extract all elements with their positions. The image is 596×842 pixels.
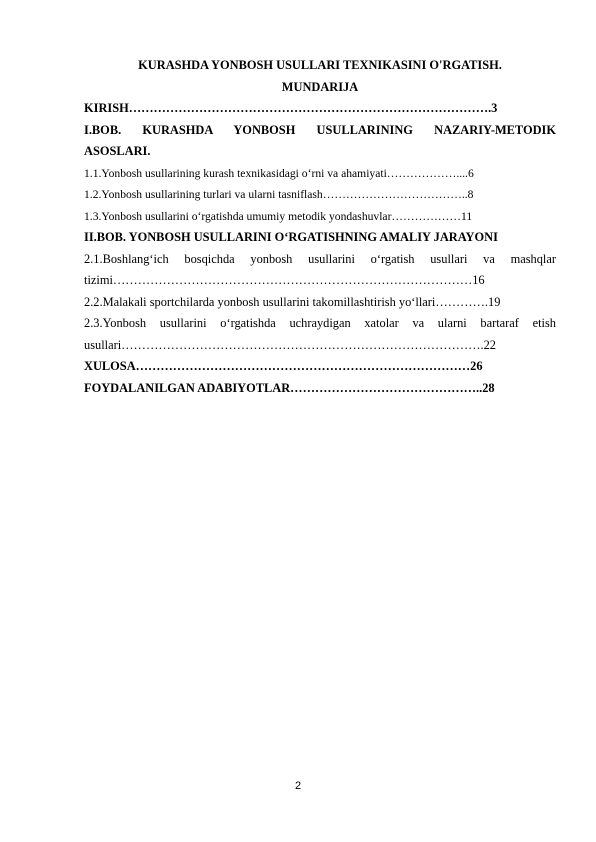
toc-entry-1-2: 1.2.Yonbosh usullarining turlari va ularni tasniflash………………………………..8: [84, 188, 474, 201]
toc-entry-2-1: 2.1.Boshlang‘ich bosqichda yonbosh usullarini o‘rgatish usullari va mashqlar: [84, 251, 556, 266]
table-of-contents: [84, 98, 556, 399]
toc-heading: MUNDARIJA: [281, 80, 359, 94]
toc-entry-1-3: 1.3.Yonbosh usullarini o‘rgatishda umumiy metodik yondashuvlar………………11: [84, 209, 473, 223]
toc-entry-xulosa: XULOSA………………………………………………………………………26: [84, 359, 483, 373]
toc-entry-2-2: 2.2.Malakali sportchilarda yonbosh usullarini takomillashtirish yo‘llari………….19: [84, 294, 501, 309]
toc-entry-2-1-continued: tizimi……………………………………………………………………………16: [84, 273, 485, 287]
toc-entry-2-3: 2.3.Yonbosh usullarini o‘rgatishda uchraydigan xatolar va ularni bartaraf etish: [84, 316, 556, 330]
toc-entry-2-3-continued: usullari…………………………………………………………………………….22: [84, 337, 496, 352]
document-title: KURASHDA YONBOSH USULLARI TEXNIKASINI O'RGATISH.: [138, 58, 502, 72]
page-number: 2: [294, 780, 302, 792]
toc-entry-1-1: 1.1.Yonbosh usullarining kurash texnikasidagi o‘rni va ahamiyati………………....6: [84, 166, 474, 180]
document-page: [84, 56, 556, 399]
toc-entry-kirish: KIRISH…………………………………………………………………………….3: [84, 101, 498, 115]
toc-entry-adabiyotlar: FOYDALANILGAN ADABIYOTLAR………………………………………..28: [84, 380, 495, 395]
toc-entry-bob2: II.BOB. YONBOSH USULLARINI O‘RGATISHNING AMALIY JARAYONI: [84, 230, 498, 244]
toc-entry-bob1-continued: ASOSLARI.: [84, 144, 151, 158]
toc-entry-bob1: I.BOB. KURASHDA YONBOSH USULLARINING NAZARIY-METODIK: [84, 122, 556, 137]
